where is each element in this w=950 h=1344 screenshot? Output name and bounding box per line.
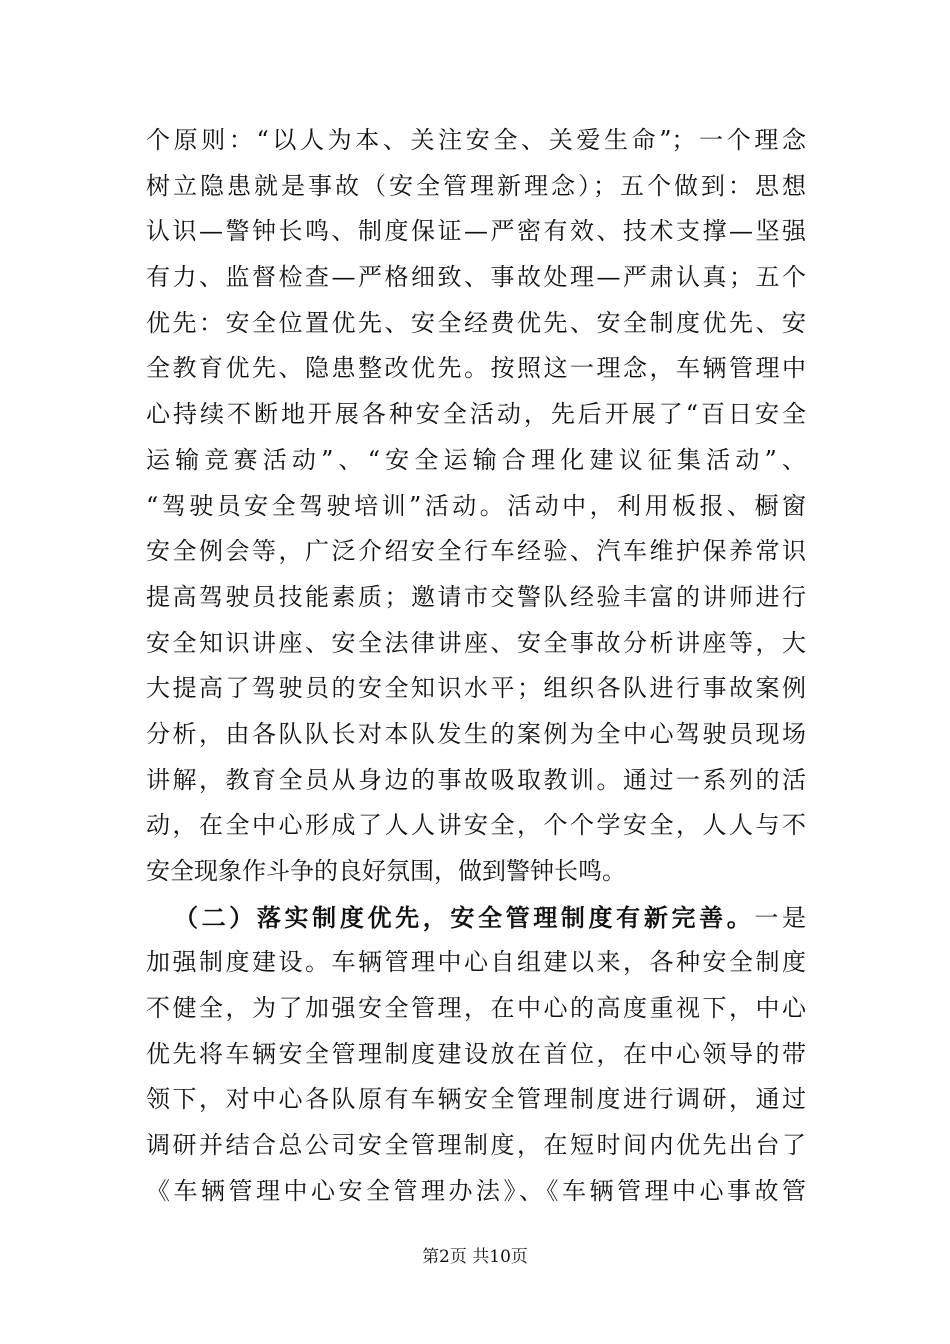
body-line: 树立隐患就是事故（安全管理新理念）；五个做到：思想 (146, 171, 806, 200)
body-line: 优先：安全位置优先、安全经费优先、安全制度优先、安 (146, 308, 806, 337)
section-heading-tail: 一是 (754, 903, 806, 932)
body-line: 个原则：“以人为本、关注安全、关爱生命”；一个理念 (146, 126, 806, 154)
body-line: 大提高了驾驶员的安全知识水平；组织各队进行事故案例 (146, 674, 806, 703)
body-line: 安全现象作斗争的良好氛围，做到警钟长鸣。 (146, 857, 626, 885)
body-line: 有力、监督检查—严格细致、事故处理—严肃认真；五个 (146, 263, 806, 292)
section-line: 领下，对中心各队原有车辆安全管理制度进行调研，通过 (146, 1085, 806, 1114)
section-line: 优先将车辆安全管理制度建设放在首位，在中心领导的带 (146, 1039, 806, 1068)
body-line: 心持续不断地开展各种安全活动，先后开展了“百日安全 (146, 400, 806, 429)
body-line: 安全例会等，广泛介绍安全行车经验、汽车维护保养常识 (146, 537, 806, 566)
body-line: 安全知识讲座、安全法律讲座、安全事故分析讲座等，大 (146, 628, 806, 657)
body-line: 运输竞赛活动”、“安全运输合理化建议征集活动”、 (146, 445, 806, 474)
page-footer: 第2页 共10页 (422, 1247, 528, 1267)
body-line: 认识—警钟长鸣、制度保证—严密有效、技术支撑—坚强 (146, 217, 806, 246)
body-line: 讲解，教育全员从身边的事故吸取教训。通过一系列的活 (146, 765, 806, 794)
section-line: 加强制度建设。车辆管理中心自组建以来，各种安全制度 (146, 948, 806, 977)
section-heading: （二）落实制度优先，安全管理制度有新完善。 (174, 902, 755, 932)
body-line: 全教育优先、隐患整改优先。按照这一理念，车辆管理中 (146, 354, 806, 383)
body-line: 动，在全中心形成了人人讲安全，个个学安全，人人与不 (146, 811, 806, 840)
section-line: 调研并结合总公司安全管理制度，在短时间内优先出台了 (146, 1131, 806, 1160)
document-body (146, 118, 806, 1215)
body-line: “驾驶员安全驾驶培训”活动。活动中，利用板报、橱窗 (146, 491, 806, 520)
section-line: 不健全，为了加强安全管理，在中心的高度重视下，中心 (146, 994, 806, 1023)
body-line: 提高驾驶员技能素质；邀请市交警队经验丰富的讲师进行 (146, 582, 806, 611)
section-line: 《车辆管理中心安全管理办法》、《车辆管理中心事故管 (146, 1176, 806, 1205)
body-line: 分析，由各队队长对本队发生的案例为全中心驾驶员现场 (146, 719, 806, 748)
section-heading-line (146, 895, 806, 941)
